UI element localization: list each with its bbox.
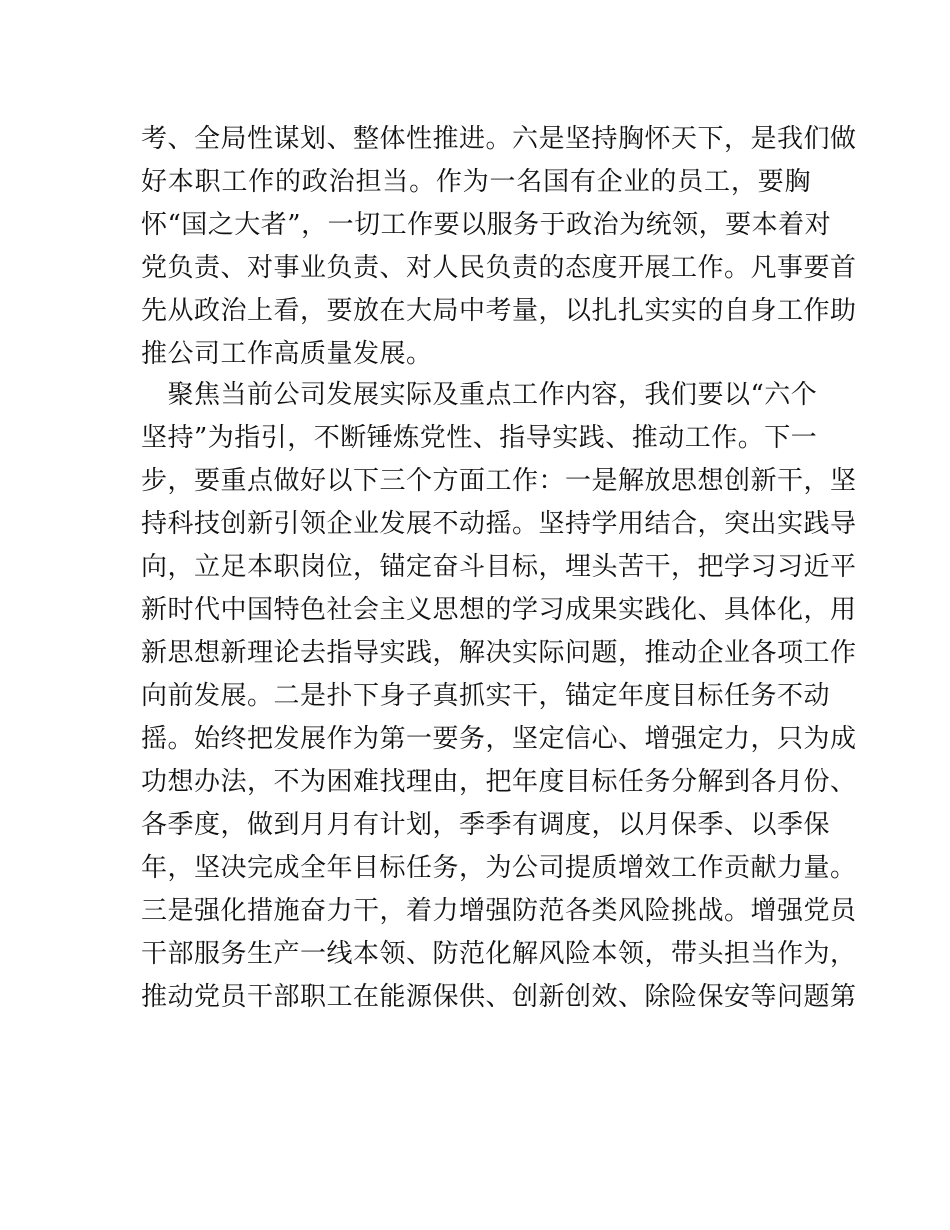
- paragraph-line: 推动党员干部职工在能源保供、创新创效、除险保安等问题第: [141, 982, 857, 1012]
- paragraph-line: 好本职工作的政治担当。作为一名国有企业的员工，要胸: [141, 167, 811, 197]
- paragraph-line: 向，立足本职岗位，锚定奋斗目标，埋头苦干，把学习习近平: [141, 552, 857, 582]
- paragraph-line: 三是强化措施奋力干，着力增强防范各类风险挑战。增强党员: [141, 896, 857, 926]
- paragraph-line: 功想办法，不为困难找理由，把年度目标任务分解到各月份、: [141, 767, 857, 797]
- paragraph-line: 摇。始终把发展作为第一要务，坚定信心、增强定力，只为成: [141, 724, 857, 754]
- paragraph-line: 新时代中国特色社会主义思想的学习成果实践化、具体化，用: [141, 595, 857, 625]
- paragraph-line: 怀“国之大者”，一切工作要以服务于政治为统领，要本着对: [141, 210, 832, 240]
- paragraph-line: 年，坚决完成全年目标任务，为公司提质增效工作贡献力量。: [141, 853, 857, 883]
- paragraph-line: 步，要重点做好以下三个方面工作：一是解放思想创新干，坚: [141, 466, 857, 496]
- paragraph-line: 各季度，做到月月有计划，季季有调度，以月保季、以季保: [141, 810, 831, 840]
- paragraph-1: [141, 118, 857, 376]
- paragraph-line: 先从政治上看，要放在大局中考量，以扎扎实实的自身工作助: [141, 296, 857, 326]
- paragraph-line: 持科技创新引领企业发展不动摇。坚持学用结合，突出实践导: [141, 509, 857, 539]
- paragraph-line: 考、全局性谋划、整体性推进。六是坚持胸怀天下，是我们做: [141, 124, 857, 154]
- paragraph-line: 干部服务生产一线本领、防范化解风险本领，带头担当作为，: [141, 939, 857, 969]
- paragraph-line: 坚持”为指引，不断锤炼党性、指导实践、推动工作。下一: [141, 423, 818, 453]
- paragraph-line: 党负责、对事业负责、对人民负责的态度开展工作。凡事要首: [141, 253, 857, 283]
- paragraph-line: 聚焦当前公司发展实际及重点工作内容，我们要以“六个: [141, 380, 818, 410]
- paragraph-2: [141, 374, 857, 1019]
- paragraph-line: 向前发展。二是扑下身子真抓实干，锚定年度目标任务不动: [141, 681, 831, 711]
- paragraph-line: 推公司工作高质量发展。: [141, 339, 433, 369]
- paragraph-line: 新思想新理论去指导实践，解决实际问题，推动企业各项工作: [141, 638, 857, 668]
